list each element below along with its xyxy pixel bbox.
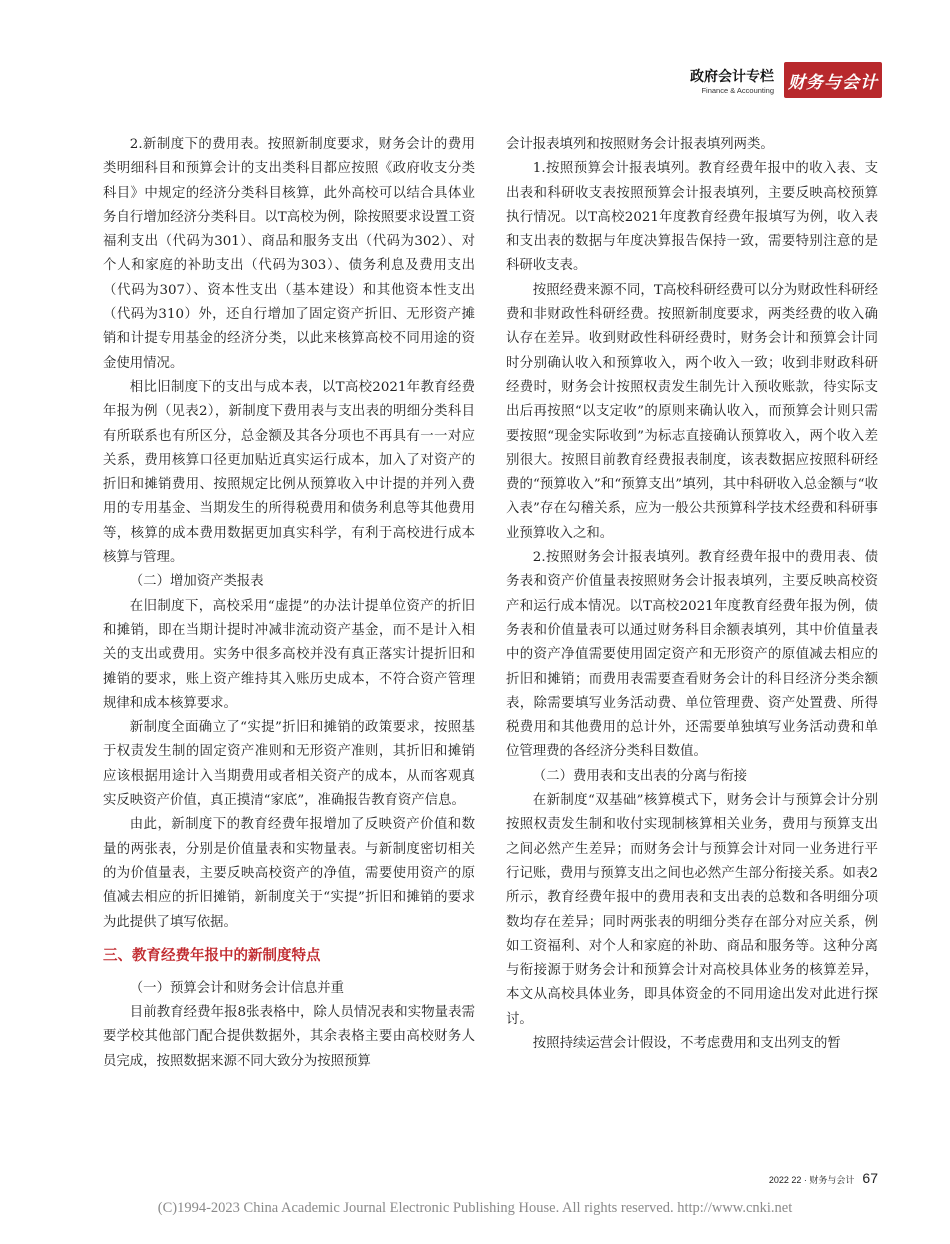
paragraph: 新制度全面确立了“实提”折旧和摊销的政策要求，按照基于权责发生制的固定资产准则和无形资产准则，其折旧和摊销应该根据用途计入当期费用或者相关资产的成本，从而客观真实反映资产价值，真正摸清“家底”，准确报告教育资产信息。 [103, 720, 475, 809]
paragraph: 2.按照财务会计报表填列。教育经费年报中的费用表、债务表和资产价值量表按照财务会计报表填列，主要反映高校资产和运行成本情况。以T高校2021年度教育经费年报为例，债务表和价值量表可以通过财务科目余额表填列，其中价值量表中的资产净值需要使用固定资产和无形资产的原值减去相应的折旧和摊销；而费用表需要查看财务会计的科目经济分类余额表，除需要填写业务活动费、单位管理费、资产处置费、所得税费用和其他费用的总计外，还需要单独填写业务活动费和单位管理费的各经济分类科目数值。 [506, 550, 878, 760]
column-title: 政府会计专栏 [690, 69, 774, 85]
paragraph: 由此，新制度下的教育经费年报增加了反映资产价值和数量的两张表，分别是价值量表和实物量表。与新制度密切相关的为价值量表，主要反映高校资产的净值，需要使用资产的原值减去相应的折旧摊销，新制度关于“实提”折旧和摊销的要求为此提供了填写依据。 [103, 817, 475, 930]
paragraph: 按照持续运营会计假设，不考虑费用和支出列支的暂 [532, 1035, 841, 1051]
left-text-column [103, 133, 475, 1074]
paragraph: 2.新制度下的费用表。按照新制度要求，财务会计的费用类明细科目和预算会计的支出类科目都应按照《政府收支分类科目》中规定的经济分类科目核算，此外高校可以结合具体业务自行增加经济分类科目。以T高校为例，除按照要求设置工资福利支出（代码为301）、商品和服务支出（代码为302）、对个人和家庭的补助支出（代码为303）、债务利息及费用支出（代码为307）、资本性支出（基本建设）和其他资本性支出（代码为310）外，还自行增加了固定资产折旧、无形资产摊销和计提专用基金的经济分类，以此来核算高校不同用途的资金使用情况。 [103, 137, 475, 371]
paragraph: 在新制度“双基础”核算模式下，财务会计与预算会计分别按照权责发生制和收付实现制核算相关业务，费用与预算支出之间必然产生差异；而财务会计与预算会计对同一业务进行平行记账，费用与预算支出之间也必然产生部分衔接关系。如表2所示，教育经费年报中的费用表和支出表的总数和各明细分项数均存在差异；同时两张表的明细分类存在部分对应关系，例如工资福利、对个人和家庭的补助、商品和服务等。这种分离与衔接源于财务会计和预算会计对高校具体业务的核算差异，本文从高校具体业务，即具体资金的不同用途出发对此进行探讨。 [506, 793, 878, 1027]
paragraph: （二）费用表和支出表的分离与衔接 [532, 768, 748, 784]
paragraph: 在旧制度下，高校采用“虚提”的办法计提单位资产的折旧和摊销，即在当期计提时冲减非流动资产基金，而不是计入相关的支出或费用。实务中很多高校并没有真正落实计提折旧和摊销的要求，账上资产维持其入账历史成本，不符合资产管理规律和成本核算要求。 [103, 598, 475, 711]
journal-logo: 财务与会计 [784, 62, 882, 98]
paragraph: 相比旧制度下的支出与成本表，以T高校2021年教育经费年报为例（见表2），新制度下费用表与支出表的明细分类科目有所联系也有所区分，总金额及其各分项也不再具有一一对应关系，费用核算口径更加贴近真实运行成本，加入了对资产的折旧和摊销费用、按照规定比例从预算收入中计提的并列入费用的专用基金、当期发生的所得税费用和债务利息等其他费用等，核算的成本费用数据更加真实科学，有利于高校进行成本核算与管理。 [103, 379, 475, 566]
right-text-column [506, 133, 878, 1056]
paragraph: 目前教育经费年报8张表格中，除人员情况表和实物量表需要学校其他部门配合提供数据外，其余表格主要由高校财务人员完成，按照数据来源不同大致分为按照预算 [103, 1005, 475, 1069]
section-heading: 三、教育经费年报中的新制度特点 [103, 947, 321, 964]
paragraph: 按照经费来源不同，T高校科研经费可以分为财政性科研经费和非财政性科研经费。按照新制度要求，两类经费的收入确认存在差异。收到财政性科研经费时，财务会计和预算会计同时分别确认收入和预算收入，两个收入一致；收到非财政科研经费时，财务会计按照权责发生制先计入预收账款，待实际支出后再按照“以支定收”的原则来确认收入，而预算会计则只需要按照“现金实际收到”为标志直接确认预算收入，两个收入差别很大。按照目前教育经费报表制度，该表数据应按照科研经费的“预算收入”和“预算支出”填列，其中科研收入总金额与“收入表”存在勾稽关系，应为一般公共预算科学技术经费和科研事业预算收入之和。 [506, 282, 878, 541]
paragraph: 会计报表填列和按照财务会计报表填列两类。 [506, 137, 774, 152]
page-footer [769, 1170, 878, 1186]
column-subtitle: Finance & Accounting [701, 86, 774, 95]
paragraph: （二）增加资产类报表 [129, 574, 264, 590]
issue-info: 2022 22 · 财务与会计 [768, 1175, 855, 1185]
paragraph: （一）预算会计和财务会计信息并重 [129, 980, 345, 996]
page-number: 67 [862, 1170, 878, 1186]
paragraph: 1.按照预算会计报表填列。教育经费年报中的收入表、支出表和科研收支表按照预算会计报表填列，主要反映高校预算执行情况。以T高校2021年度教育经费年报填写为例，收入表和支出表的数据与年度决算报告保持一致，需要特别注意的是科研收支表。 [506, 161, 878, 274]
page-header [582, 62, 882, 102]
copyright-notice: (C)1994-2023 China Academic Journal Electronic Publishing House. All rights reserved. http://www.cnki.net [157, 1200, 793, 1216]
